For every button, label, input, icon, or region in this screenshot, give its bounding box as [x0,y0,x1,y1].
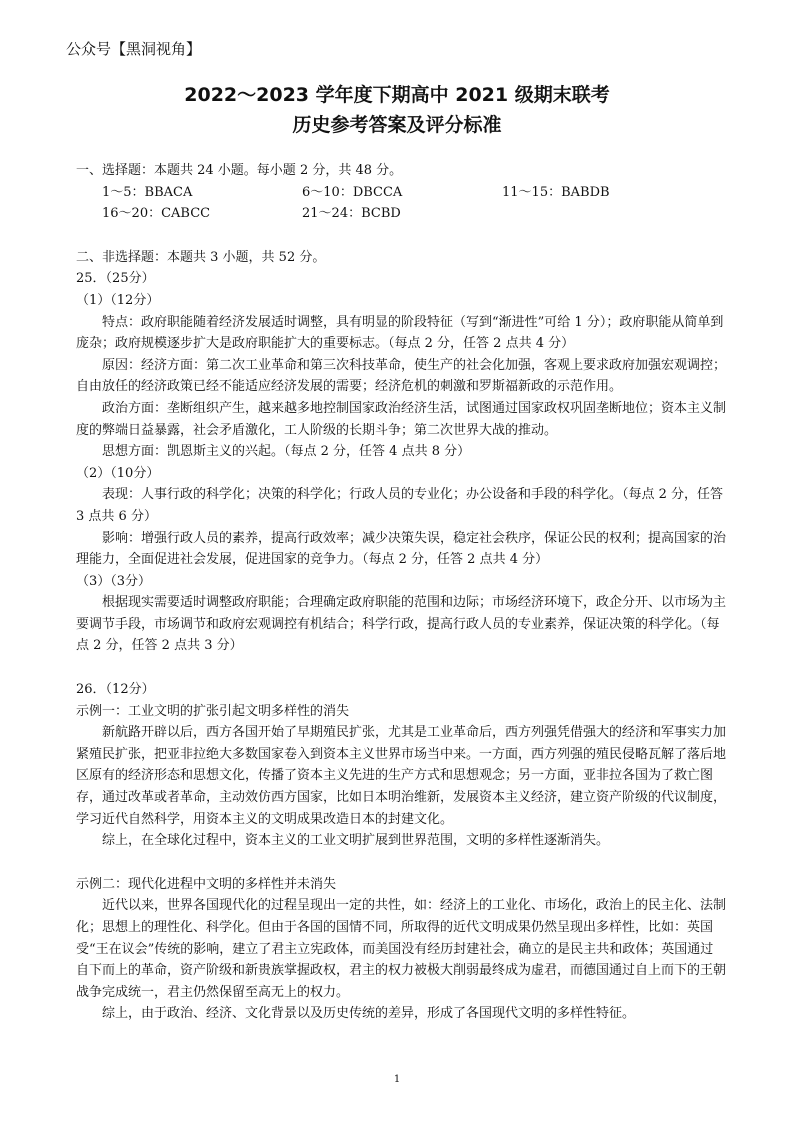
q26-example2-body: 近代以来，世界各国现代化的过程呈现出一定的共性，如：经济上的工业化、市场化，政治上的民主化、法制化；思想上的理性化、科学化。但由于各国的国情不同，所取得的近代文明成果仍然呈现出多样性，比如：英国受“王在议会”传统的影响，建立了君主立宪政体，而美国没有经历封建社会，确立的是民主共和政体；英国通过自下而上的革命，资产阶级和新贵族掌握政权，君主的权力被极大削弱最终成为虚君，而德国通过自上而下的王朝战争完成统一，君主仍然保留至高无上的权力。 [76,898,727,1000]
question-26-label: 26．（12分） [76,682,155,698]
q25-features: 特点：政府职能随着经济发展适时调整，具有明显的阶段特征（写到“渐进性”可给 1 分）；政府职能从简单到庞杂；政府规模逐步扩大是政府职能扩大的重要标志。（每点 2 分，任答 2 点共 4 分） [76,314,724,352]
page-number: 1 [393,1074,401,1085]
q25-reasons-political: 政治方面：垄断组织产生，越来越多地控制国家政治经济生活，试图通过国家政权巩固垄断地位；资本主义制度的弊端日益暴露，社会矛盾激化，工人阶级的长期斗争；第二次世界大战的推动。 [76,400,727,438]
spacer [76,657,726,679]
q26-example2-title: 示例二：现代化进程中文明的多样性并未消失 [76,876,337,892]
q26-example1-title: 示例一：工业文明的扩张引起文明多样性的消失 [76,703,350,719]
choice-answers [76,182,726,225]
q25-impact: 影响：增强行政人员的素养，提高行政效率；减少决策失误，稳定社会秩序，保证公民的权利；提高国家的治理能力，全面促进社会发展，促进国家的竞争力。（每点 2 分，任答 2 点共 4 分） [76,530,727,568]
answer-group: 11～15：BABDB [502,184,610,200]
question-25-label: 25．（25分） [76,271,155,287]
q25-part3-text: 根据现实需要适时调整政府职能；合理确定政府职能的范围和边际；市场经济环境下，政企分开、以市场为主要调节手段，市场调节和政府宏观调控有机结合；科学行政，提高行政人员的专业素养，保证决策的科学化。（每点 2 分，任答 2 点共 3 分） [76,595,727,654]
q25-part1-label: （1）（12分） [76,292,160,308]
answer-group: 1～5：BBACA [102,184,193,200]
q25-part3-label: （3）（3分） [76,573,152,589]
answer-group: 16～20：CABCC [102,206,211,222]
section2-header: 二、非选择题：本题共 3 小题，共 52 分。 [76,249,326,265]
exam-subtitle: 历史参考答案及评分标准 [292,114,502,136]
spacer [76,225,726,247]
q26-example1-summary: 综上，在全球化过程中，资本主义的工业文明扩展到世界范围，文明的多样性逐渐消失。 [102,833,610,849]
exam-title: 2022～2023 学年度下期高中 2021 级期末联考 [184,84,610,106]
q25-reasons-economic: 原因：经济方面：第二次工业革命和第三次科技革命，使生产的社会化加强，客观上要求政府加强宏观调控；自由放任的经济政策已经不能适应经济发展的需要；经济危机的刺激和罗斯福新政的示范作用。 [76,357,727,395]
q25-reasons-ideological: 思想方面：凯恩斯主义的兴起。（每点 2 分，任答 4 点共 8 分） [102,444,471,460]
answer-group: 21～24：BCBD [302,206,401,222]
watermark-text: 公众号【黑洞视角】 [66,40,202,58]
q26-example1-body: 新航路开辟以后，西方各国开始了早期殖民扩张，尤其是工业革命后，西方列强凭借强大的经济和军事实力加紧殖民扩张，把亚非拉绝大多数国家卷入到资本主义世界市场当中来。一方面，西方列强的殖民侵略瓦解了落后地区原有的经济形态和思想文化，传播了资本主义先进的生产方式和思想观念；另一方面，亚非拉各国为了救亡图存，通过改革或者革命，主动效仿西方国家，比如日本明治维新，发展资本主义经济，建立资产阶级的代议制度，学习近代自然科学，用资本主义的文明成果改造日本的封建文化。 [76,725,727,827]
q26-example2-summary: 综上，由于政治、经济、文化背景以及历史传统的差异，形成了各国现代文明的多样性特征。 [102,1006,636,1022]
answer-group: 6～10：DBCCA [302,184,403,200]
q25-part2-label: （2）（10分） [76,465,160,481]
answer-content [76,160,726,1025]
section1-header: 一、选择题：本题共 24 小题。每小题 2 分，共 48 分。 [76,163,403,178]
q25-manifestations: 表现：人事行政的科学化；决策的科学化；行政人员的专业化；办公设备和手段的科学化。（每点 2 分，任答 3 点共 6 分） [76,487,724,524]
spacer [76,852,726,874]
